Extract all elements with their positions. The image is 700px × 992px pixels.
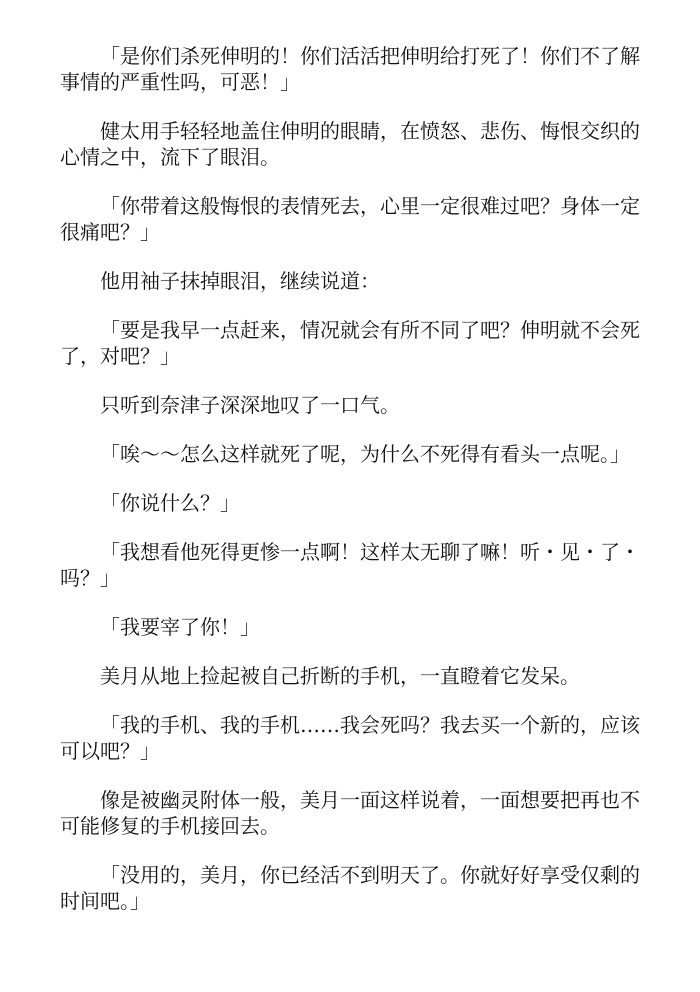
paragraph: 「要是我早一点赶来，情况就会有所不同了吧？伸明就不会死了，对吧？」 <box>60 318 640 368</box>
paragraph: 「我想看他死得更惨一点啊！这样太无聊了嘛！听・见・了・吗？」 <box>60 540 640 590</box>
paragraph: 「我要宰了你！」 <box>100 615 260 639</box>
paragraph: 「你说什么？」 <box>100 491 240 515</box>
paragraph: 「是你们杀死伸明的！你们活活把伸明给打死了！你们不了解事情的严重性吗，可恶！」 <box>60 44 640 94</box>
paragraph: 健太用手轻轻地盖住伸明的眼睛，在愤怒、悲伤、悔恨交织的心情之中，流下了眼泪。 <box>60 119 640 169</box>
paragraph: 只听到奈津子深深地叹了一口气。 <box>100 393 400 417</box>
paragraph: 「你带着这般悔恨的表情死去，心里一定很难过吧？身体一定很痛吧？」 <box>60 194 640 244</box>
paragraph: 他用袖子抹掉眼泪，继续说道： <box>100 269 380 293</box>
paragraph: 「我的手机、我的手机……我会死吗？我去买一个新的，应该可以吧？」 <box>60 713 640 763</box>
paragraph: 「唉～～怎么这样就死了呢，为什么不死得有看头一点呢。」 <box>100 442 630 466</box>
paragraph: 「没用的，美月，你已经活不到明天了。你就好好享受仅剩的时间吧。」 <box>60 863 640 913</box>
paragraph: 美月从地上捡起被自己折断的手机，一直瞪着它发呆。 <box>100 664 580 688</box>
book-page <box>60 43 640 937</box>
paragraph: 像是被幽灵附体一般，美月一面这样说着，一面想要把再也不可能修复的手机接回去。 <box>60 788 640 838</box>
